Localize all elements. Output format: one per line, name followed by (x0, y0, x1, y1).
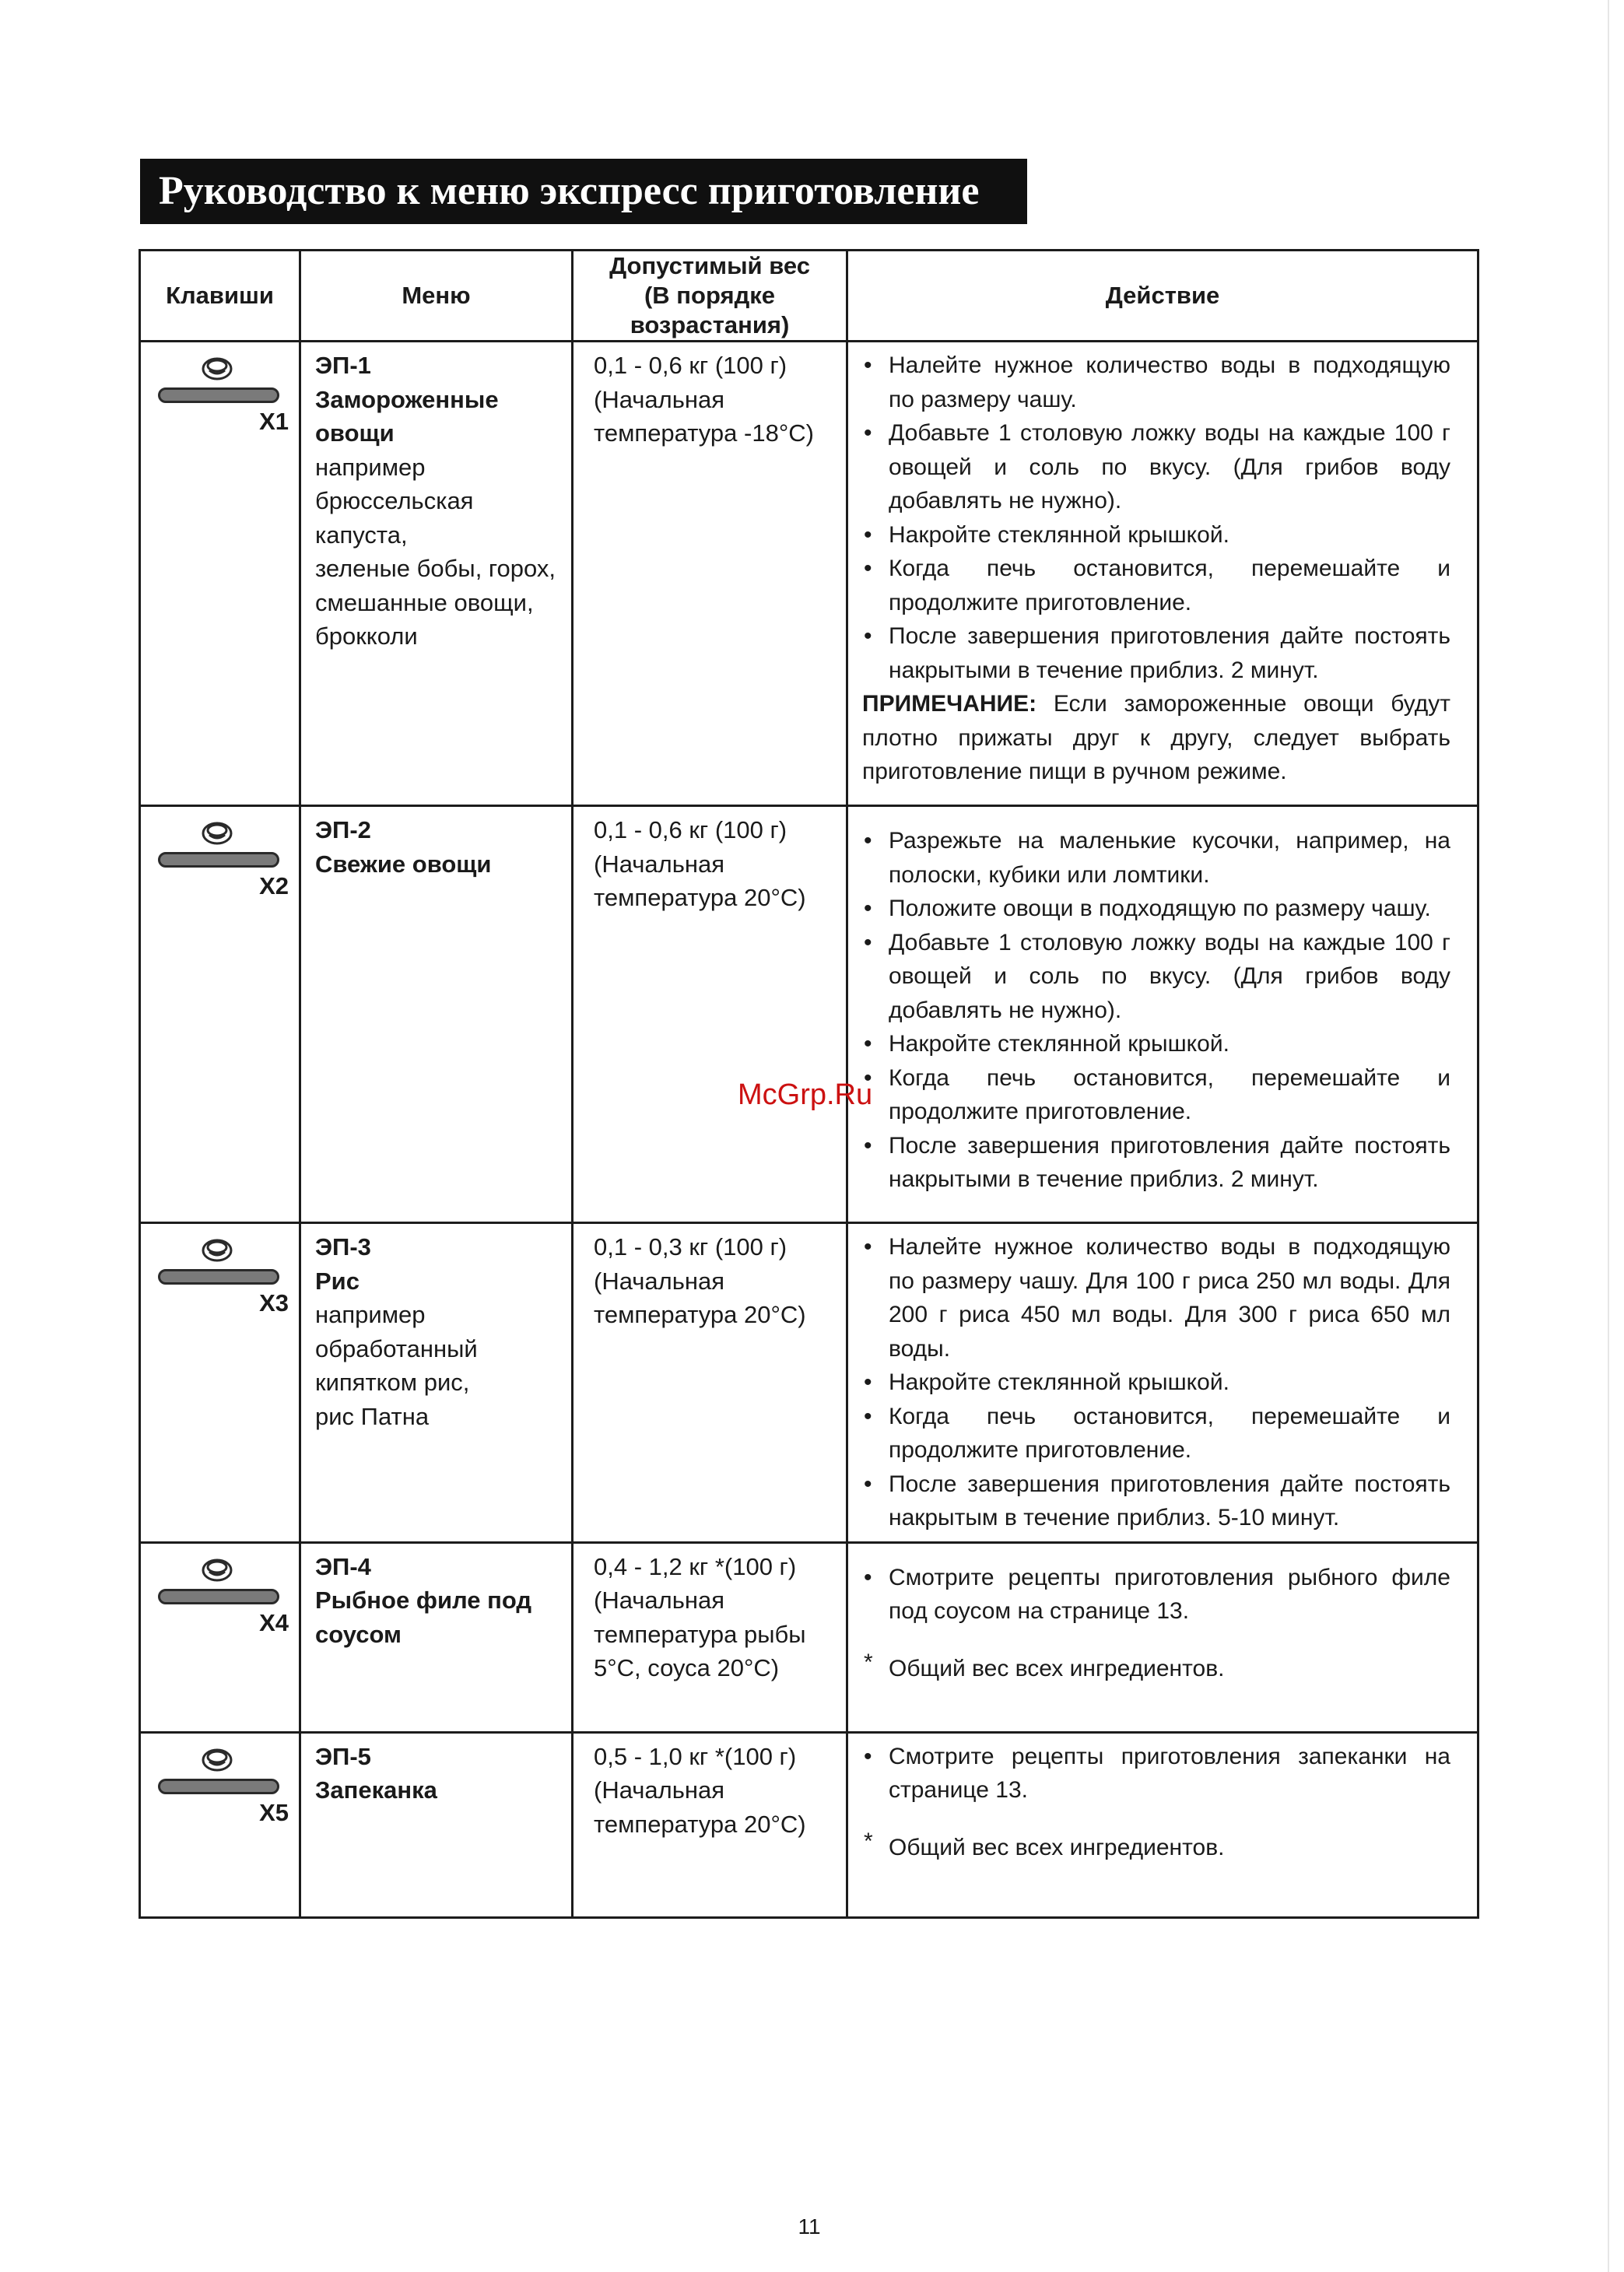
weight-range: 0,5 - 1,0 кг *(100 г) (594, 1742, 797, 1770)
key-press-count: X4 (259, 1608, 289, 1636)
action-step: • После завершения приготовления дайте постоять накрытым в течение приблиз. 5-10 минут. (862, 1467, 1450, 1535)
menu-name: Рис (315, 1267, 360, 1295)
express-key[interactable] (141, 815, 296, 908)
weight-note-line: температура 20°C) (594, 884, 806, 911)
weight-range: 0,1 - 0,6 кг (100 г) (594, 352, 787, 379)
table-row (140, 342, 1478, 806)
footnote (862, 1828, 1450, 1865)
action-cell (847, 1732, 1478, 1917)
express-key-button-bar[interactable] (158, 1779, 279, 1794)
action-step: • Добавьте 1 столовую ложку воды на каждые 100 г овощей и соль по вкусу. (Для грибов воду добавлять не нужно). (862, 926, 1450, 1028)
key-press-count: X2 (259, 872, 289, 899)
menu-detail-line: обработанный (315, 1334, 478, 1362)
action-cell (847, 1223, 1478, 1543)
action-step: • Налейте нужное количество воды в подходящую по размеру чашу. Для 100 г риса 250 мл воды. Для 200 г риса 450 мл воды. Для 300 г риса 650 мл воды. (862, 1230, 1450, 1366)
action-step: • Накройте стеклянной крышкой. (862, 1027, 1450, 1061)
dish-icon (200, 1232, 234, 1266)
dish-icon (200, 1741, 234, 1776)
menu-detail-line: зеленые бобы, горох, (315, 555, 556, 582)
menu-detail-line: смешанные овощи, (315, 588, 534, 616)
page-title: Руководство к меню экспресс приготовление (140, 159, 1027, 224)
dish-icon (200, 815, 234, 849)
action-cell (847, 806, 1478, 1223)
express-key-button-bar[interactable] (158, 1589, 279, 1604)
header-weight-line1: Допустимый вес (609, 252, 810, 279)
header-keys: Клавиши (140, 251, 300, 342)
action-steps (862, 1230, 1450, 1535)
action-step: • Положите овощи в подходящую по размеру чашу. (862, 892, 1450, 926)
action-cell (847, 1542, 1478, 1732)
header-action: Действие (847, 251, 1478, 342)
weight-note-line: (Начальная (594, 1267, 725, 1295)
note-label: ПРИМЕЧАНИЕ: (862, 691, 1037, 717)
action-step: • После завершения приготовления дайте постоять накрытыми в течение приблиз. 2 минут. (862, 1129, 1450, 1197)
page-edge-line (1608, 0, 1609, 2272)
menu-code: ЭП-3 (315, 1233, 371, 1260)
menu-cell (300, 806, 573, 1223)
action-note (862, 687, 1450, 789)
weight-note-line: температура рыбы (594, 1620, 806, 1648)
action-step: • Налейте нужное количество воды в подходящую по размеру чашу. (862, 349, 1450, 416)
asterisk-icon: * (864, 1649, 873, 1675)
action-step: • Смотрите рецепты приготовления запеканки на странице 13. (862, 1740, 1450, 1807)
menu-code: ЭП-4 (315, 1552, 371, 1580)
action-cell (847, 342, 1478, 806)
weight-note-line: 5°C, соуса 20°C) (594, 1654, 780, 1681)
menu-name: Свежие овощи (315, 850, 492, 878)
key-cell (140, 1223, 300, 1543)
header-weight (573, 251, 847, 342)
footnote (862, 1649, 1450, 1686)
action-step: • После завершения приготовления дайте постоять накрытыми в течение приблиз. 2 минут. (862, 619, 1450, 687)
weight-range: 0,1 - 0,3 кг (100 г) (594, 1233, 787, 1260)
menu-detail-line: например (315, 453, 426, 481)
asterisk-icon: * (864, 1828, 873, 1854)
weight-note-line: температура -18°C) (594, 419, 814, 447)
action-steps (862, 1740, 1450, 1807)
menu-name: Замороженные овощи (315, 385, 499, 447)
action-steps (862, 824, 1450, 1197)
page-number: 11 (798, 2214, 821, 2239)
key-press-count: X1 (259, 408, 289, 435)
menu-cell (300, 1542, 573, 1732)
action-step: • Смотрите рецепты приготовления рыбного филе под соусом на странице 13. (862, 1561, 1450, 1629)
express-key-button-bar[interactable] (158, 852, 279, 868)
weight-note-line: (Начальная (594, 1587, 725, 1614)
key-cell (140, 1542, 300, 1732)
weight-cell (573, 342, 847, 806)
menu-cell (300, 1732, 573, 1917)
key-press-count: X5 (259, 1798, 289, 1826)
menu-detail-line: брокколи (315, 622, 418, 650)
key-cell (140, 806, 300, 1223)
weight-note-line: температура 20°C) (594, 1301, 806, 1328)
key-press-count: X3 (259, 1289, 289, 1317)
action-steps (862, 349, 1450, 687)
dish-icon (200, 1551, 234, 1586)
menu-detail-line: кипятком рис, (315, 1369, 470, 1396)
menu-name: Запеканка (315, 1776, 437, 1804)
action-step: • Когда печь остановится, перемешайте и продолжите приготовление. (862, 552, 1450, 619)
express-key[interactable] (141, 1741, 296, 1835)
express-key[interactable] (141, 1551, 296, 1645)
menu-detail-line: брюссельская (315, 487, 474, 514)
menu-code: ЭП-5 (315, 1742, 371, 1770)
action-step: • Когда печь остановится, перемешайте и продолжите приготовление. (862, 1061, 1450, 1129)
table-row (140, 806, 1478, 1223)
dish-icon (200, 350, 234, 384)
express-key[interactable] (141, 350, 296, 444)
header-menu: Меню (300, 251, 573, 342)
menu-code: ЭП-1 (315, 352, 371, 379)
express-key-button-bar[interactable] (158, 387, 279, 403)
menu-detail-line: например (315, 1301, 426, 1328)
note-text: Если замороженные овощи будут плотно прижаты друг к другу, следует выбрать приготовление пищи в ручном режиме. (862, 691, 1450, 784)
table-header-row (140, 251, 1478, 342)
table-row (140, 1542, 1478, 1732)
action-step: • Накройте стеклянной крышкой. (862, 518, 1450, 552)
action-step: • Накройте стеклянной крышкой. (862, 1366, 1450, 1400)
menu-detail-line: рис Патна (315, 1402, 430, 1430)
table-row (140, 1732, 1478, 1917)
express-key[interactable] (141, 1232, 296, 1325)
action-step: • Разрежьте на маленькие кусочки, например, на полоски, кубики или ломтики. (862, 824, 1450, 892)
weight-note-line: температура 20°C) (594, 1810, 806, 1838)
weight-cell (573, 1223, 847, 1543)
weight-note-line: (Начальная (594, 1776, 725, 1804)
key-cell (140, 342, 300, 806)
weight-cell (573, 806, 847, 1223)
weight-range: 0,4 - 1,2 кг *(100 г) (594, 1552, 797, 1580)
menu-name: Рыбное филе под соусом (315, 1587, 532, 1648)
weight-cell (573, 1542, 847, 1732)
action-step: • Добавьте 1 столовую ложку воды на каждые 100 г овощей и соль по вкусу. (Для грибов воду добавлять не нужно). (862, 416, 1450, 518)
key-cell (140, 1732, 300, 1917)
weight-note-line: (Начальная (594, 385, 725, 413)
header-weight-line2: (В порядке возрастания) (630, 282, 790, 338)
action-steps (862, 1561, 1450, 1629)
weight-cell (573, 1732, 847, 1917)
weight-range: 0,1 - 0,6 кг (100 г) (594, 816, 787, 843)
footnote-text: Общий вес всех ингредиентов. (889, 1834, 1225, 1860)
express-key-button-bar[interactable] (158, 1269, 279, 1285)
table-row (140, 1223, 1478, 1543)
menu-cell (300, 1223, 573, 1543)
menu-detail-line: капуста, (315, 521, 408, 549)
watermark: McGrp.Ru (738, 1078, 873, 1111)
menu-cell (300, 342, 573, 806)
weight-note-line: (Начальная (594, 850, 725, 878)
menu-code: ЭП-2 (315, 816, 371, 843)
action-step: • Когда печь остановится, перемешайте и продолжите приготовление. (862, 1400, 1450, 1467)
footnote-text: Общий вес всех ингредиентов. (889, 1655, 1225, 1681)
